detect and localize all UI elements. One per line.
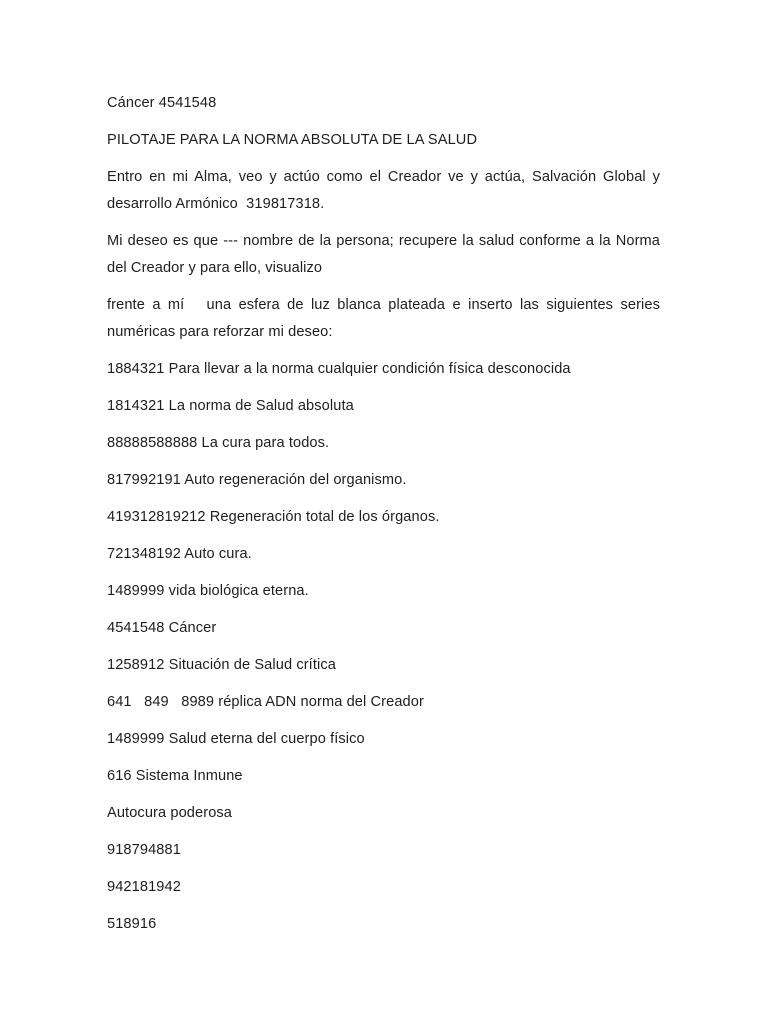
series-line: 88888588888 La cura para todos. — [107, 435, 330, 451]
series-line: 616 Sistema Inmune — [107, 768, 243, 784]
series-line: 518916 — [107, 916, 157, 932]
series-line: 721348192 Auto cura. — [107, 546, 252, 562]
series-line: 1814321 La norma de Salud absoluta — [107, 398, 354, 414]
series-line: 918794881 — [107, 842, 181, 858]
wish-paragraph: Mi deseo es que --- nombre de la persona; recupere la salud conforme a la Norma del Creador y para ello, visualizo — [107, 233, 665, 276]
intro-paragraph: Entro en mi Alma, veo y actúo como el Creador ve y actúa, Salvación Global y desarrollo Armónico 319817318. — [107, 169, 665, 212]
series-line: 942181942 — [107, 879, 181, 895]
series-line: Autocura poderosa — [107, 805, 233, 821]
series-line: 641 849 8989 réplica ADN norma del Creador — [107, 694, 424, 710]
document-page — [107, 90, 665, 948]
series-line: 817992191 Auto regeneración del organismo. — [107, 472, 407, 488]
series-line: 1258912 Situación de Salud crítica — [107, 657, 336, 673]
series-line: 1884321 Para llevar a la norma cualquier condición física desconocida — [107, 361, 571, 377]
series-line: 1489999 vida biológica eterna. — [107, 583, 309, 599]
document-title: PILOTAJE PARA LA NORMA ABSOLUTA DE LA SALUD — [107, 132, 478, 148]
heading-code: Cáncer 4541548 — [107, 95, 217, 111]
sphere-paragraph: frente a mí una esfera de luz blanca plateada e inserto las siguientes series numéricas para reforzar mi deseo: — [107, 297, 665, 340]
series-line: 419312819212 Regeneración total de los órganos. — [107, 509, 440, 525]
series-line: 4541548 Cáncer — [107, 620, 217, 636]
series-line: 1489999 Salud eterna del cuerpo físico — [107, 731, 365, 747]
